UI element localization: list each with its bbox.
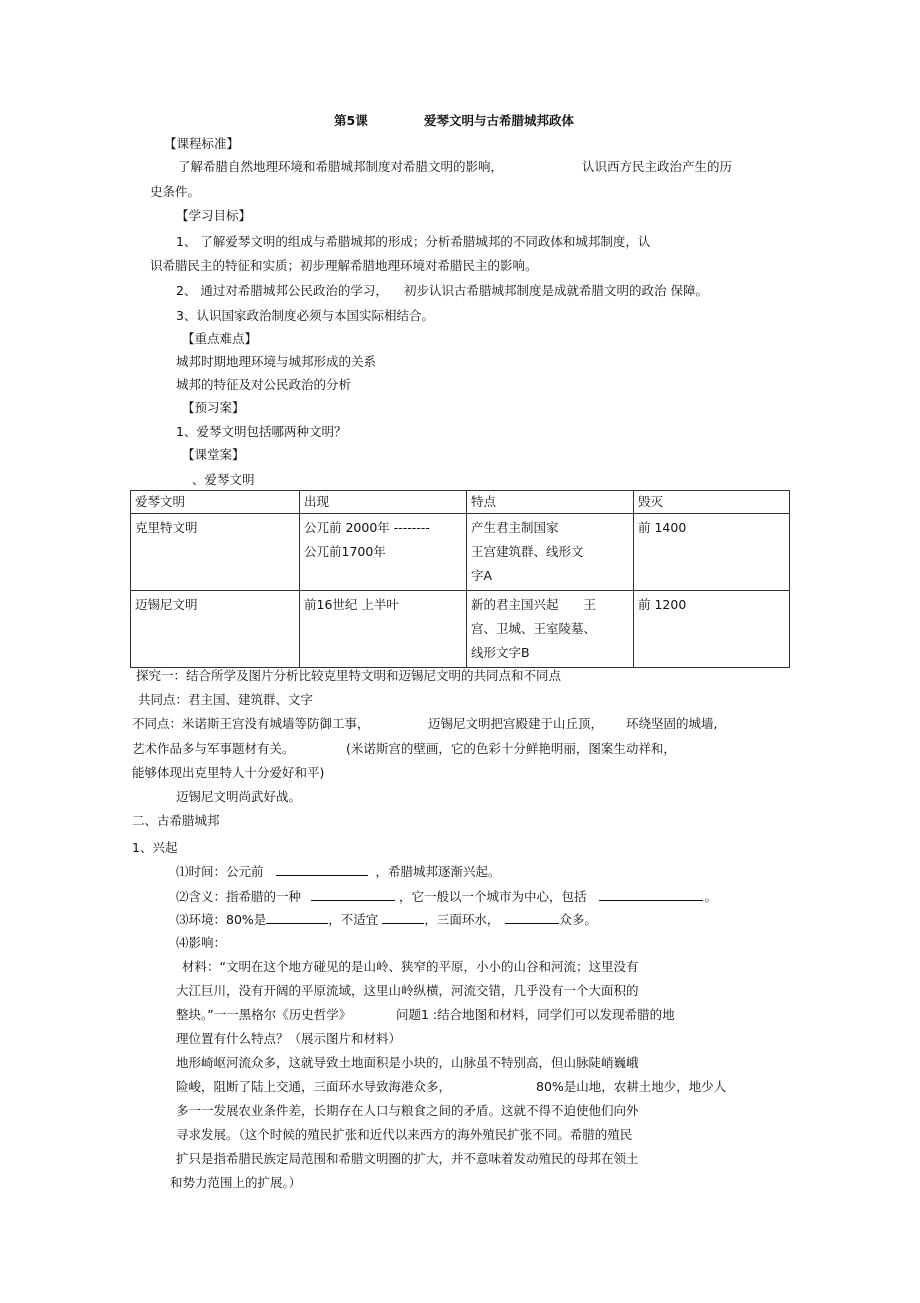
standard-line-1b: 认识西方民主政治产生的历 xyxy=(582,159,733,174)
civilization-name: 迈锡尼文明 xyxy=(135,597,198,612)
table-cell xyxy=(131,514,300,591)
material-line-1: 材料：“文明在这个地方碰见的是山岭、狭窄的平原，小小的山谷和河流；这里没有 xyxy=(182,959,639,974)
goal-1a: 1、 了解爱琴文明的组成与希腊城邦的形成；分析希腊城邦的不同政体和城邦制度，认 xyxy=(176,234,651,249)
explore-diff-3: 能够体现出克里特人十分爱好和平) xyxy=(132,765,325,780)
explore-diff-2b: (米诺斯宫的壁画，它的色彩十分鲜艳明丽，图案生动祥和， xyxy=(346,741,676,756)
table-header-cell: 特点 xyxy=(467,491,634,514)
destruction-date: 前 1400 xyxy=(638,520,687,535)
feature-line: 线形文字B xyxy=(471,645,530,660)
table-header-row xyxy=(131,491,790,514)
material-line-3b: 问题1 :结合地图和材料，同学们可以发现希腊的地 xyxy=(396,1007,675,1022)
explore-common: 共同点：君主国、建筑群、文字 xyxy=(138,692,314,707)
preview-question: 1、爱琴文明包括哪两种文明？ xyxy=(176,424,347,439)
keypoint-2: 城邦的特征及对公民政治的分析 xyxy=(176,377,352,392)
material-line-3a: 整块。”一一黑格尔《历史哲学》 xyxy=(176,1007,352,1022)
goal-3: 3、认识国家政治制度必须与本国实际相结合。 xyxy=(176,308,434,323)
material-line-4: 理位置有什么特点？（展示图片和材料） xyxy=(176,1031,402,1046)
appear-line: 公兀前1700年 xyxy=(304,544,386,559)
explore-diff-1b: 迈锡尼文明把宫殿建于山丘顶， xyxy=(428,716,604,731)
answer-blank[interactable] xyxy=(505,911,559,924)
answer-blank[interactable] xyxy=(382,911,424,924)
lesson-title: 爱琴文明与古希腊城邦政体 xyxy=(424,113,575,128)
section2-heading: 二、古希腊城邦 xyxy=(132,813,220,828)
standard-heading: 【课程标准】 xyxy=(164,136,240,151)
table-cell xyxy=(300,514,467,591)
analysis-line-2a: 险峻，阻断了陆上交通，三面环水导致海港众多， xyxy=(176,1079,452,1094)
table-cell xyxy=(634,514,790,591)
appear-line: 前16世纪 上半叶 xyxy=(304,597,399,612)
table-cell xyxy=(467,514,634,591)
analysis-line-4: 寻求发展。（这个时候的殖民扩张和近代以来西方的海外殖民扩张不同。希腊的殖民 xyxy=(176,1127,633,1142)
feature-line: 宫、卫城、王室陵墓、 xyxy=(471,621,597,636)
feature-line: 字A xyxy=(471,568,493,583)
explore-diff-1a: 不同点：米诺斯王宫没有城墙等防御工事， xyxy=(132,716,370,731)
table-cell xyxy=(131,591,300,668)
table-cell xyxy=(634,591,790,668)
point-influence: ⑷影响： xyxy=(176,935,227,950)
keypoints-heading: 【重点难点】 xyxy=(182,331,258,346)
feature-line: 王宫建筑群、线形文 xyxy=(471,544,584,559)
appear-line: 公兀前 2000年 -------- xyxy=(304,520,430,535)
table-header-cell: 出现 xyxy=(300,491,467,514)
destruction-date: 前 1200 xyxy=(638,597,687,612)
point-env-mid2: ，三面环水， xyxy=(424,912,500,927)
goal-2b: 初步认识古希腊城邦制度是成就希腊文明的政治 保障。 xyxy=(404,283,708,298)
analysis-line-1: 地形崎岖河流众多，这就导致土地面积是小块的，山脉虽不特别高，但山脉陡峭巍峨 xyxy=(176,1055,639,1070)
explore-diff-2a: 艺术作品多与军事题材有关。 xyxy=(132,741,295,756)
lesson-number: 第5课 xyxy=(334,113,368,128)
point-time-tail: ，希腊城邦逐渐兴起。 xyxy=(375,864,501,879)
point-meaning xyxy=(176,888,717,905)
rise-heading: 1、兴起 xyxy=(132,840,178,855)
analysis-line-2b: 80%是山地，农耕土地少，地少人 xyxy=(536,1079,727,1094)
goals-heading: 【学习目标】 xyxy=(176,208,252,223)
point-time-label: ⑴时间：公元前 xyxy=(176,864,264,879)
table-cell xyxy=(300,591,467,668)
point-env-label: ⑶环境：80%是 xyxy=(176,912,267,927)
point-env-mid1: ，不适宜 xyxy=(328,912,379,927)
table-header-cell: 爱琴文明 xyxy=(131,491,300,514)
table-cell xyxy=(467,591,634,668)
answer-blank[interactable] xyxy=(311,888,395,901)
table-header-cell: 毁灭 xyxy=(634,491,790,514)
point-environment xyxy=(176,911,597,928)
point-meaning-mid: ，它一般以一个城市为中心，包括 xyxy=(399,889,587,904)
answer-blank[interactable] xyxy=(266,911,328,924)
point-meaning-end: 。 xyxy=(704,889,718,904)
table-row xyxy=(131,591,790,668)
table-row xyxy=(131,514,790,591)
preview-heading: 【预习案】 xyxy=(182,400,245,415)
analysis-line-6: 和势力范围上的扩展。） xyxy=(170,1175,302,1190)
answer-blank[interactable] xyxy=(276,863,368,876)
classroom-heading: 【课堂案】 xyxy=(182,447,245,462)
classroom-subheading: 、爱琴文明 xyxy=(192,472,255,487)
explore-diff-4: 迈锡尼文明尚武好战。 xyxy=(176,789,302,804)
point-time xyxy=(176,863,501,880)
point-env-end: 众多。 xyxy=(559,912,597,927)
goal-1b: 识希腊民主的特征和实质；初步理解希腊地理环境对希腊民主的影响。 xyxy=(150,258,538,273)
standard-line-2: 史条件。 xyxy=(150,184,201,199)
civilization-name: 克里特文明 xyxy=(135,520,198,535)
feature-line: 新的君主国兴起 王 xyxy=(471,597,597,612)
answer-blank[interactable] xyxy=(599,888,703,901)
standard-line-1a: 了解希腊自然地理环境和希腊城邦制度对希腊文明的影响， xyxy=(178,159,504,174)
material-line-2: 大江巨川，没有开阔的平原流域，这里山岭纵横，河流交错，几乎没有一个大面积的 xyxy=(176,983,639,998)
analysis-line-5: 扩只是指希腊民族定局范围和希腊文明圈的扩大，并不意味着发动殖民的母邦在领土 xyxy=(176,1151,639,1166)
point-meaning-label: ⑵含义：指希腊的一种 xyxy=(176,889,302,904)
feature-line: 产生君主制国家 xyxy=(471,520,559,535)
goal-2a: 2、 通过对希腊城邦公民政治的学习， xyxy=(176,283,388,298)
keypoint-1: 城邦时期地理环境与城邦形成的关系 xyxy=(176,354,377,369)
explore-question: 探究一：结合所学及图片分析比较克里特文明和迈锡尼文明的共同点和不同点 xyxy=(136,668,562,683)
explore-diff-1c: 环绕坚固的城墙, xyxy=(626,716,718,731)
analysis-line-3: 多一一发展农业条件差，长期存在人口与粮食之间的矛盾。这就不得不迫使他们向外 xyxy=(176,1103,639,1118)
aegean-civilization-table xyxy=(130,490,790,668)
